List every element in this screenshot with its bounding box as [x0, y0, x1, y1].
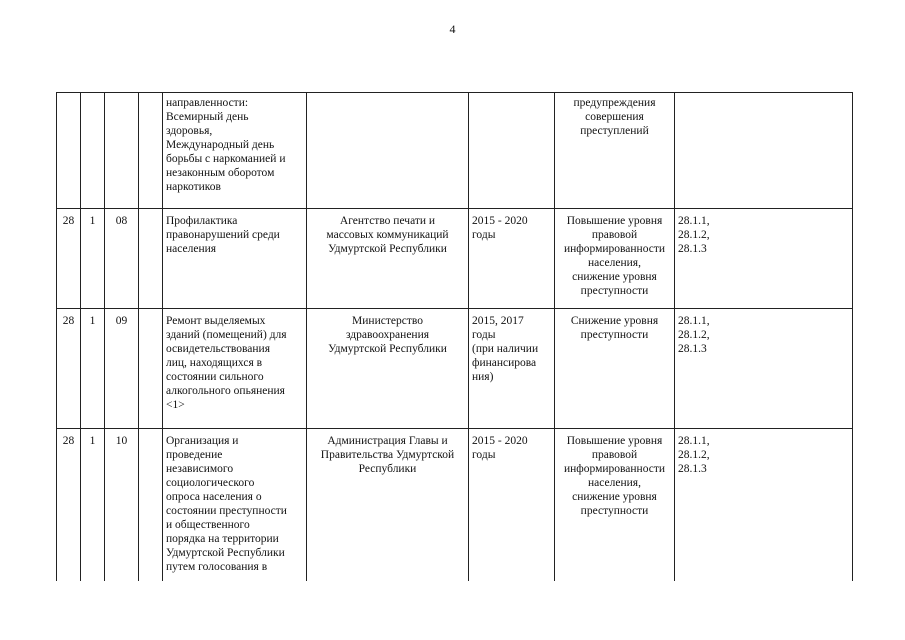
target-indicators-cell: 28.1.1, 28.1.2, 28.1.3 — [675, 209, 853, 309]
subprogram-number-cell: 1 — [81, 429, 105, 581]
section-number-cell: 28 — [57, 209, 81, 309]
target-indicators-cell — [675, 93, 853, 209]
section-number-cell — [57, 93, 81, 209]
section-number-cell: 28 — [57, 309, 81, 429]
measures-table — [56, 92, 853, 581]
extra-number-cell — [139, 93, 163, 209]
section-number-cell: 28 — [57, 429, 81, 581]
expected-result-cell: Повышение уровня правовой информированности населения, снижение уровня преступности — [555, 209, 675, 309]
expected-result-cell: Снижение уровня преступности — [555, 309, 675, 429]
extra-number-cell — [139, 429, 163, 581]
measure-name-cell: Профилактика правонарушений среди населения — [163, 209, 307, 309]
subprogram-number-cell: 1 — [81, 309, 105, 429]
subprogram-number-cell — [81, 93, 105, 209]
measure-number-cell: 08 — [105, 209, 139, 309]
subprogram-number-cell: 1 — [81, 209, 105, 309]
expected-result-cell: Повышение уровня правовой информированности населения, снижение уровня преступности — [555, 429, 675, 581]
executor-cell — [307, 93, 469, 209]
extra-number-cell — [139, 309, 163, 429]
table-row — [57, 429, 853, 581]
measure-name-cell: направленности: Всемирный день здоровья, Международный день борьбы с наркоманией и незаконным оборотом наркотиков — [163, 93, 307, 209]
target-indicators-cell: 28.1.1, 28.1.2, 28.1.3 — [675, 429, 853, 581]
executor-cell: Министерство здравоохранения Удмуртской Республики — [307, 309, 469, 429]
expected-result-cell: предупреждения совершения преступлений — [555, 93, 675, 209]
measure-number-cell: 09 — [105, 309, 139, 429]
measure-name-cell: Ремонт выделяемых зданий (помещений) для освидетельствования лиц, находящихся в состоянии сильного алкогольного опьянения <1> — [163, 309, 307, 429]
measure-number-cell: 10 — [105, 429, 139, 581]
measure-number-cell — [105, 93, 139, 209]
table-row — [57, 93, 853, 209]
extra-number-cell — [139, 209, 163, 309]
period-cell — [469, 93, 555, 209]
period-cell: 2015, 2017 годы (при наличии финансирова ния) — [469, 309, 555, 429]
executor-cell: Агентство печати и массовых коммуникаций Удмуртской Республики — [307, 209, 469, 309]
target-indicators-cell: 28.1.1, 28.1.2, 28.1.3 — [675, 309, 853, 429]
table-row — [57, 209, 853, 309]
page-number: 4 — [449, 22, 456, 36]
measure-name-cell: Организация и проведение независимого социологического опроса населения о состоянии преступности и общественного порядка на территории Удмуртской Республики путем голосования в — [163, 429, 307, 581]
executor-cell: Администрация Главы и Правительства Удмуртской Республики — [307, 429, 469, 581]
period-cell: 2015 - 2020 годы — [469, 429, 555, 581]
period-cell: 2015 - 2020 годы — [469, 209, 555, 309]
table-row — [57, 309, 853, 429]
